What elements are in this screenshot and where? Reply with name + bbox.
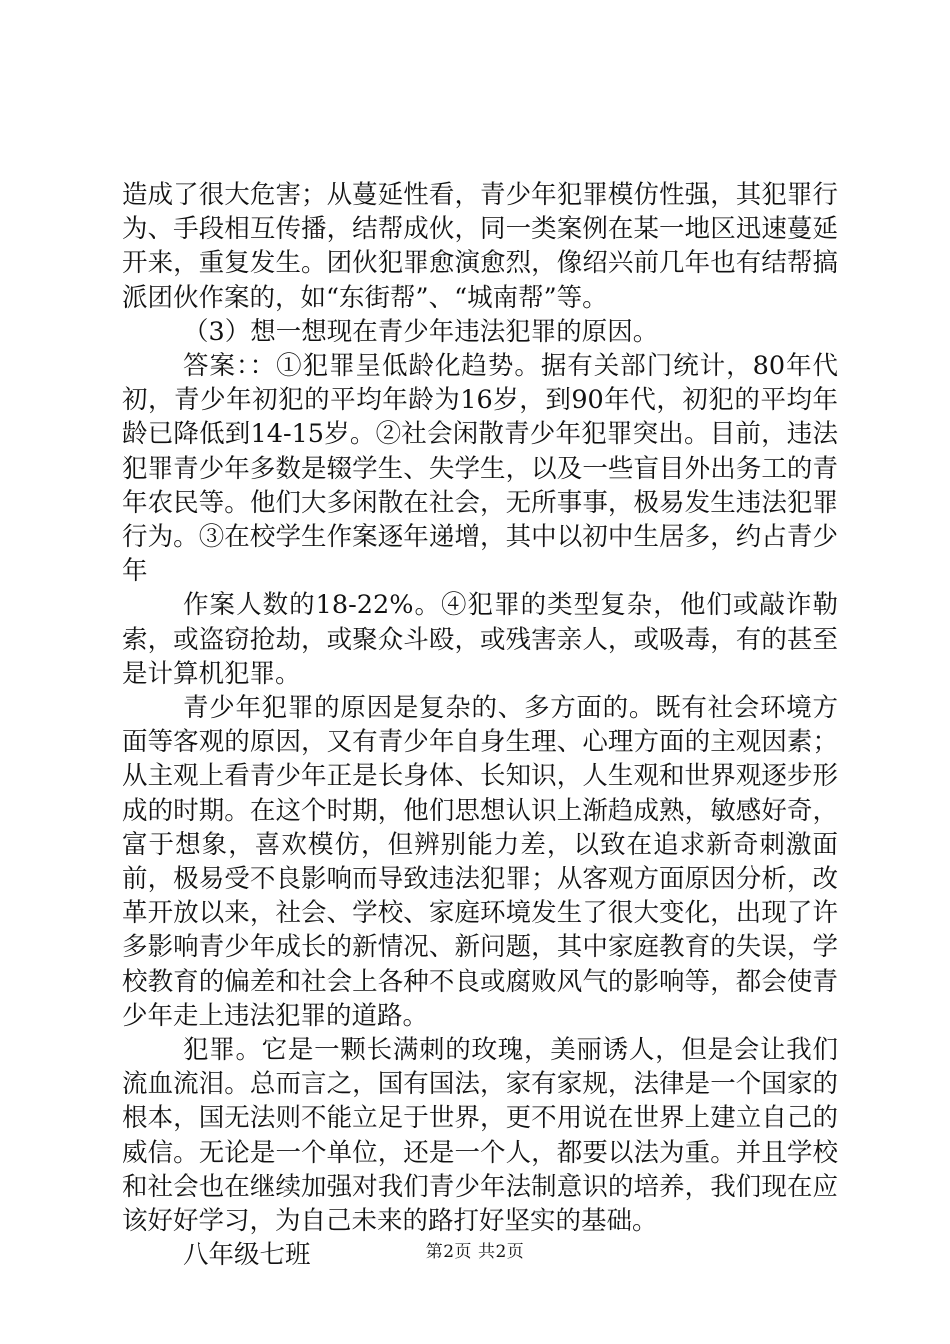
document-body (122, 178, 838, 1273)
paragraph-question: （3）想一想现在青少年违法犯罪的原因。 (183, 316, 659, 347)
paragraph-continuation: 造成了很大危害；从蔓延性看，青少年犯罪模仿性强，其犯罪行为、手段相互传播，结帮成伙，同一类案例在某一地区迅速蔓延开来，重复发生。团伙犯罪愈演愈烈，像绍兴前几年也有结帮搞派团伙作案的，如“东街帮”、“城南帮”等。 (122, 180, 838, 313)
page-number-footer: 第2页 共2页 (425, 1242, 525, 1262)
paragraph-conclusion: 犯罪。它是一颗长满刺的玫瑰，美丽诱人，但是会让我们流血流泪。总而言之，国有国法，家有家规，法律是一个国家的根本，国无法则不能立足于世界，更不用说在世界上建立自己的威信。无论是一个单位，还是一个人，都要以法为重。并且学校和社会也在继续加强对我们青少年法制意识的培养，我们现在应该好好学习，为自己未来的路打好坚实的基础。 (122, 1035, 838, 1237)
paragraph-answer-continued: 作案人数的18-22%。④犯罪的类型复杂，他们或敲诈勒索，或盗窃抢劫，或聚众斗殴，或残害亲人，或吸毒，有的甚至是计算机犯罪。 (122, 590, 838, 689)
paragraph-answer: 答案：：①犯罪呈低龄化趋势。据有关部门统计，80年代初，青少年初犯的平均年龄为16岁，到90年代，初犯的平均年龄已降低到14-15岁。②社会闲散青少年犯罪突出。目前，违法犯罪青少年多数是辍学生、失学生，以及一些盲目外出务工的青年农民等。他们大多闲散在社会，无所事事，极易发生违法犯罪行为。③在校学生作案逐年递增，其中以初中生居多，约占青少年 (122, 351, 838, 587)
paragraph-causes: 青少年犯罪的原因是复杂的、多方面的。既有社会环境方面等客观的原因，又有青少年自身生理、心理方面的主观因素；从主观上看青少年正是长身体、长知识，人生观和世界观逐步形成的时期。在这个时期，他们思想认识上渐趋成熟，敏感好奇，富于想象，喜欢模仿，但辨别能力差，以致在追求新奇刺激面前，极易受不良影响而导致违法犯罪；从客观方面原因分析，改革开放以来，社会、学校、家庭环境发生了很大变化，出现了许多影响青少年成长的新情况、新问题，其中家庭教育的失误，学校教育的偏差和社会上各种不良或腐败风气的影响等，都会使青少年走上违法犯罪的道路。 (122, 693, 838, 1031)
paragraph-signature: 八年级七班 (183, 1240, 311, 1271)
